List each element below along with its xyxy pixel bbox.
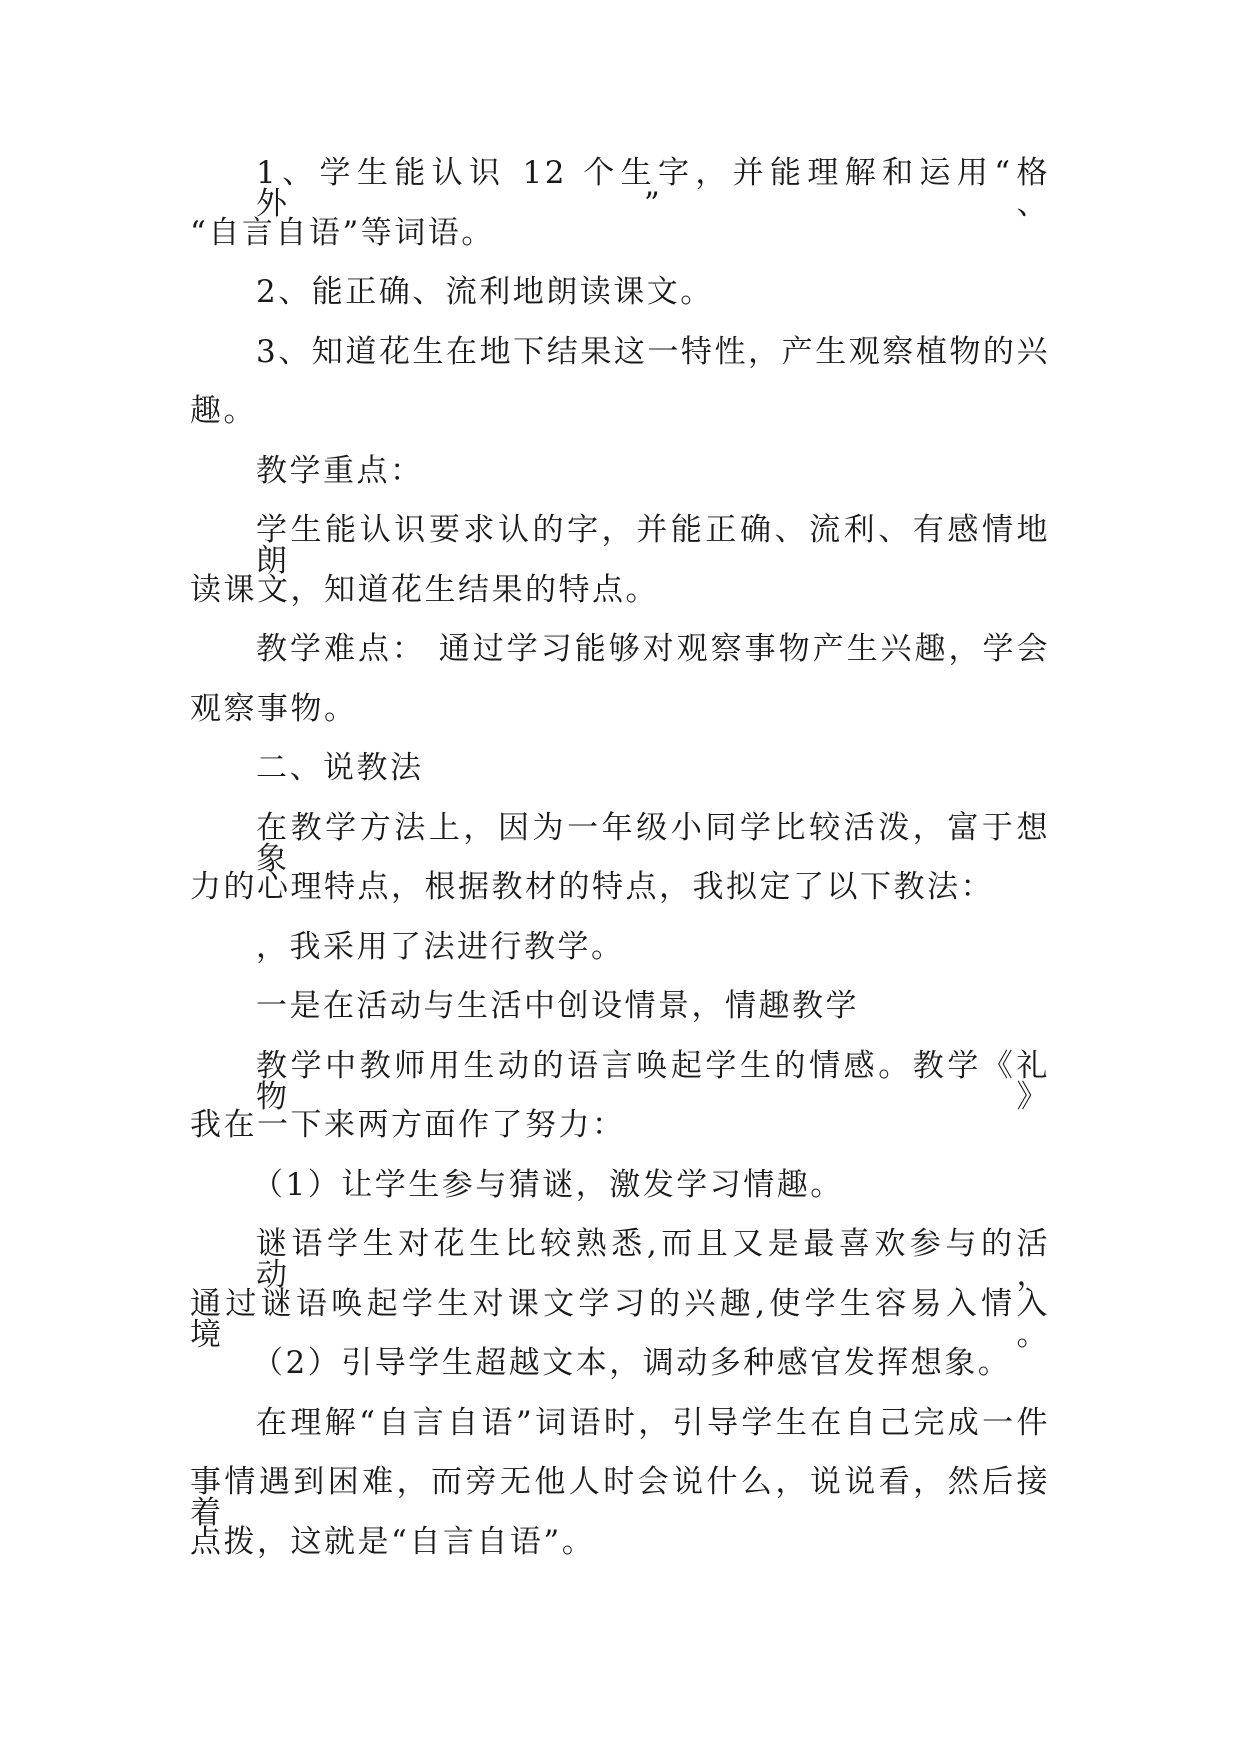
text-line: 在教学方法上，因为一年级小同学比较活泼，富于想象 <box>256 809 1050 877</box>
text-line: （1）让学生参与猜谜，激发学习情趣。 <box>252 1166 844 1203</box>
text-line: 教学中教师用生动的语言唤起学生的情感。教学《礼物》 <box>256 1047 1050 1115</box>
text-line: ，我采用了法进行教学。 <box>256 928 625 965</box>
text-line: 1、学生能认识 12 个生字，并能理解和运用“格外”、 <box>256 155 1050 222</box>
text-line: 2、能正确、流利地朗读课文。 <box>256 274 714 310</box>
text-line: 点拨，这就是“自言自语”。 <box>190 1523 596 1560</box>
text-line: 3、知道花生在地下结果这一特性，产生观察植物的兴 <box>256 333 1050 370</box>
text-line: 观察事物。 <box>190 690 358 727</box>
text-line: 教学难点： 通过学习能够对观察事物产生兴趣，学会 <box>256 631 1050 667</box>
text-line: 学生能认识要求认的字，并能正确、流利、有感情地朗 <box>256 512 1050 579</box>
text-line: 事情遇到困难，而旁无他人时会说什么，说说看，然后接着 <box>190 1464 1050 1531</box>
text-line: 一是在活动与生活中创设情景，情趣教学 <box>256 988 859 1024</box>
text-line: 读课文，知道花生结果的特点。 <box>190 571 659 608</box>
text-line: 在理解“自言自语”词语时，引导学生在自己完成一件 <box>256 1404 1050 1441</box>
text-line: 通过谜语唤起学生对课文学习的兴趣,使学生容易入情入境。 <box>190 1285 1050 1353</box>
text-line: （2）引导学生超越文本，调动多种感官发挥想象。 <box>252 1345 1012 1381</box>
document-body <box>190 155 1050 1586</box>
section-heading: 教学重点： <box>256 452 424 489</box>
text-line: 力的心理特点，根据教材的特点，我拟定了以下教法： <box>190 869 994 905</box>
section-heading: 二、说教法 <box>256 750 424 786</box>
text-line: “自言自语”等词语。 <box>190 214 495 251</box>
text-line: 我在一下来两方面作了努力： <box>190 1107 626 1143</box>
text-line: 谜语学生对花生比较熟悉,而且又是最喜欢参与的活动， <box>256 1226 1050 1293</box>
text-line: 趣。 <box>190 393 257 429</box>
